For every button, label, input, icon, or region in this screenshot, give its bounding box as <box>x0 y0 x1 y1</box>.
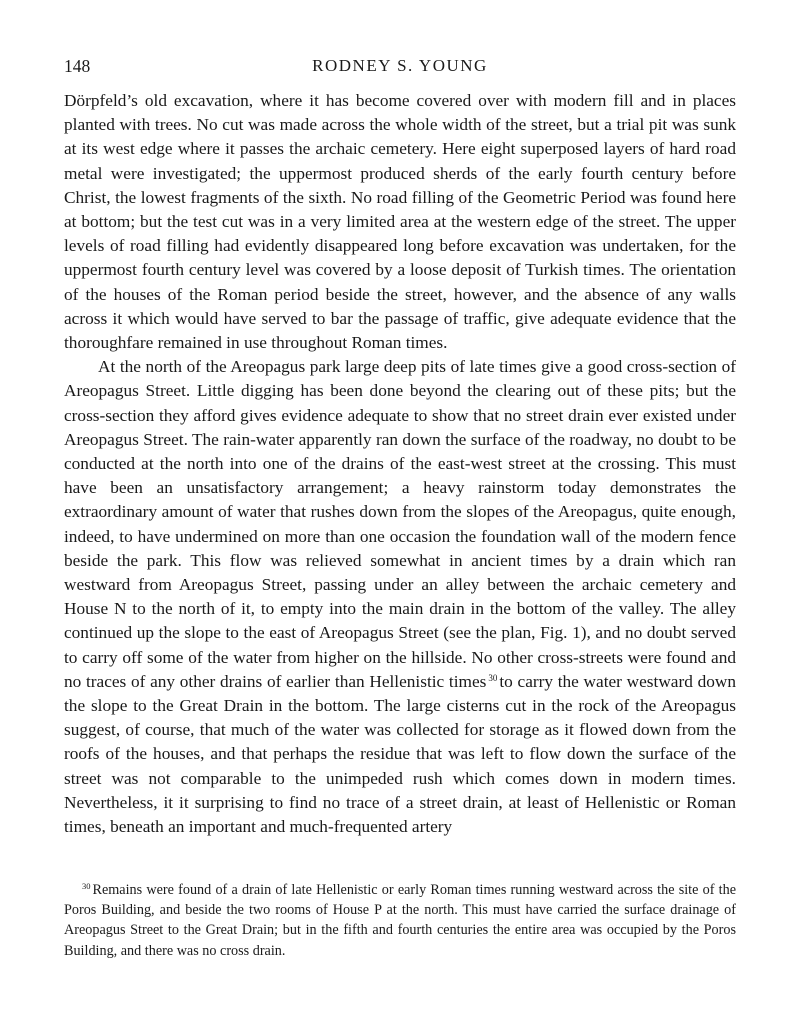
page-number: 148 <box>64 56 91 76</box>
paragraph-2-part-2: to carry the water westward down the slope to the Great Drain in the bottom. The large cisterns cut in the rock of the Areopagus suggest, of course, that much of the water was collected for storage as it flowed down from the roofs of the houses, and that perhaps the residue that was left to flow down the surface of the street was not comparable to the unimpeded rush which comes down in modern times. Nevertheless, it it surprising to find no trace of a street drain, at least of Hellenistic or Roman times, beneath an important and much-frequented artery <box>64 671 736 837</box>
paragraph-2 <box>64 355 736 839</box>
footnote <box>64 880 736 961</box>
paragraph-1: Dörpfeld’s old excavation, where it has become covered over with modern fill and in places planted with trees. No cut was made across the whole width of the street, but a trial pit was sunk at its west edge where it passes the archaic cemetery. Here eight superposed layers of hard road metal were investigated; the uppermost produced sherds of the early fourth century before Christ, the lowest fragments of the sixth. No road filling of the Geometric Period was found here at bottom; but the test cut was in a very limited area at the western edge of the street. The upper levels of road filling had evidently disappeared long before excavation was undertaken, for the uppermost fourth century level was covered by a loose deposit of Turkish times. The orientation of the houses of the Roman period beside the street, however, and the absence of any walls across it which would have served to bar the passage of traffic, give adequate evidence that the thoroughfare remained in use throughout Roman times. <box>64 91 736 353</box>
footnote-number: 30 <box>82 881 91 891</box>
footnote-body: Remains were found of a drain of late Hellenistic or early Roman times running westward across the site of the Poros Building, and beside the two rooms of House P at the north. This must have carried the surface drainage of Areopagus Street to the Great Drain; but in the fifth and fourth centuries the entire area was occupied by the Poros Building, and there was no cross drain. <box>64 882 736 959</box>
page-header <box>64 56 736 82</box>
footnote-reference: 30 <box>488 672 498 683</box>
paragraph-2-part-1: At the north of the Areopagus park large deep pits of late times give a good cross-section of Areopagus Street. Little digging has been done beyond the clearing out of these pits; but the cross-section they afford gives evidence adequate to show that no street drain ever existed under Areopagus Street. The rain-water apparently ran down the surface of the roadway, no doubt to be conducted at the north into one of the drains of the east-west street at the crossing. This must have been an unsatisfactory arrangement; a heavy rainstorm today demonstrates the extraordinary amount of water that rushes down from the slopes of the Areopagus, quite enough, indeed, to have undermined on more than one occasion the foundation wall of the modern fence beside the park. This flow was relieved somewhat in ancient times by a drain which ran westward from Areopagus Street, passing under an alley between the archaic cemetery and House N to the north of it, to empty into the main drain in the bottom of the valley. The alley continued up the slope to the east of Areopagus Street (see the plan, Fig. 1), and no doubt served to carry off some of the water from higher on the hillside. No other cross-streets were found and no traces of any other drains of earlier than Hellenistic times <box>64 357 736 691</box>
footnote-text <box>64 880 736 961</box>
body-text <box>64 89 736 839</box>
running-head: RODNEY S. YOUNG <box>312 56 488 75</box>
